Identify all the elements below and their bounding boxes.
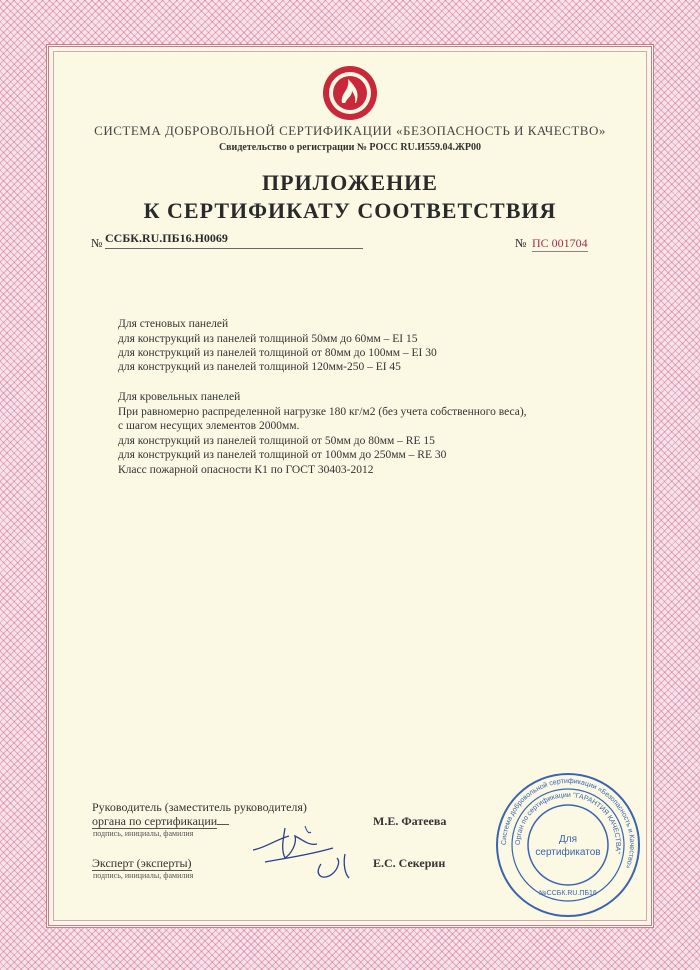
handwritten-signature [245, 818, 365, 888]
stamp-center-line1: Для [558, 834, 578, 845]
fire-class-line: Класс пожарной опасности К1 по ГОСТ 30403-2012 [118, 464, 374, 476]
svg-text:Орган по сертификации "ГАРАНТИ [515, 792, 621, 855]
registration-number: Свидетельство о регистрации № РОСС RU.И559.04.ЖР00 [218, 142, 482, 153]
roof-line-3: для конструкций из панелей толщиной от 50мм до 80мм – RE 15 [118, 435, 435, 447]
expert-role [92, 856, 192, 871]
roof-line-2: с шагом несущих элементов 2000мм. [118, 420, 300, 432]
wall-line-1: для конструкций из панелей толщиной 50мм до 60мм – EI 15 [118, 333, 418, 345]
page-subtitle: К СЕРТИФИКАТУ СООТВЕТСТВИЯ [143, 198, 557, 223]
certification-stamp [493, 770, 643, 920]
stamp-bottom-text: №ССБК.RU.ПБ16 [539, 890, 597, 897]
page-title: ПРИЛОЖЕНИЕ [262, 170, 438, 195]
stamp-center-line2: сертификатов [535, 847, 601, 858]
roof-line-1: При равномерно распределенной нагрузке 180 кг/м2 (без учета собственного веса), [118, 406, 527, 418]
form-number-value: 001704 [551, 236, 588, 250]
head-name: М.Е. Фатеева [373, 814, 447, 828]
certificate-number-label: № [91, 236, 103, 250]
wall-line-3: для конструкций из панелей толщиной 120мм-250 – EI 45 [118, 361, 401, 373]
wall-panels-heading: Для стеновых панелей [118, 318, 229, 330]
expert-role-text: Эксперт (эксперты) [92, 856, 192, 870]
form-number-label: № [515, 236, 527, 250]
head-role-text: органа по сертификации [92, 814, 218, 828]
expert-signature-hint: подпись, инициалы, фамилия [93, 871, 194, 880]
roof-panels-heading: Для кровельных панелей [118, 391, 241, 403]
head-signature-hint: подпись, инициалы, фамилия [93, 829, 194, 838]
stamp-outer-text: Система добровольной сертификации «Безопасность и Качество» [500, 777, 636, 870]
system-name: СИСТЕМА ДОБРОВОЛЬНОЙ СЕРТИФИКАЦИИ «БЕЗОПАСНОСТЬ И КАЧЕСТВО» [94, 123, 606, 138]
certificate-number: ССБК.RU.ПБ16.Н0069 [105, 231, 363, 249]
head-role-line1: Руководитель (заместитель руководителя) [92, 800, 307, 814]
form-number [532, 236, 588, 252]
roof-line-4: для конструкций из панелей толщиной от 100мм до 250мм – RE 30 [118, 449, 447, 461]
wall-line-2: для конструкций из панелей толщиной от 80мм до 100мм – EI 30 [118, 347, 437, 359]
form-series: ПС [532, 236, 549, 250]
certification-logo-icon [312, 63, 388, 123]
expert-name: Е.С. Секерин [373, 856, 446, 870]
stamp-middle-text: Орган по сертификации "ГАРАНТИЯ КАЧЕСТВА" [514, 791, 622, 855]
head-role-line2 [92, 814, 229, 829]
